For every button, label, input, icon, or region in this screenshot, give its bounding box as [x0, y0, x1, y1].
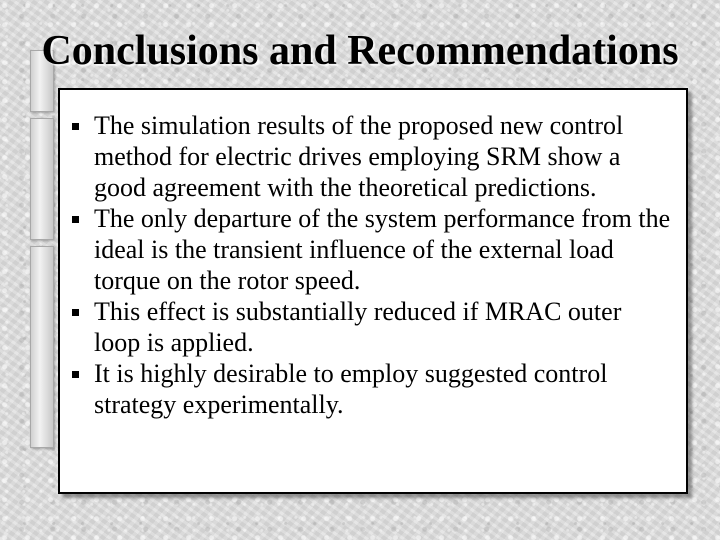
bullet-list: [60, 90, 686, 420]
decorative-side-bar-bottom: [30, 246, 54, 448]
slide-title: Conclusions and Recommendations: [41, 28, 679, 74]
bullet-item: [60, 110, 672, 203]
bullet-text: This effect is substantially reduced if MRAC outer loop is applied.: [94, 297, 622, 357]
square-bullet-icon: [72, 371, 79, 378]
bullet-item: [60, 358, 672, 420]
square-bullet-icon: [72, 123, 79, 130]
bullet-item: [60, 296, 672, 358]
bullet-item: [60, 203, 672, 296]
decorative-side-bar-middle: [30, 118, 54, 240]
bullet-text: The simulation results of the proposed new control method for electric drives employing SRM show a good agreement with the theoretical predictions.: [94, 111, 624, 202]
bullet-text: The only departure of the system performance from the ideal is the transient influence of the external load torque on the rotor speed.: [94, 204, 671, 295]
bullet-text: It is highly desirable to employ suggested control strategy experimentally.: [94, 359, 608, 419]
square-bullet-icon: [72, 309, 79, 316]
square-bullet-icon: [72, 216, 79, 223]
content-box: [58, 88, 688, 494]
